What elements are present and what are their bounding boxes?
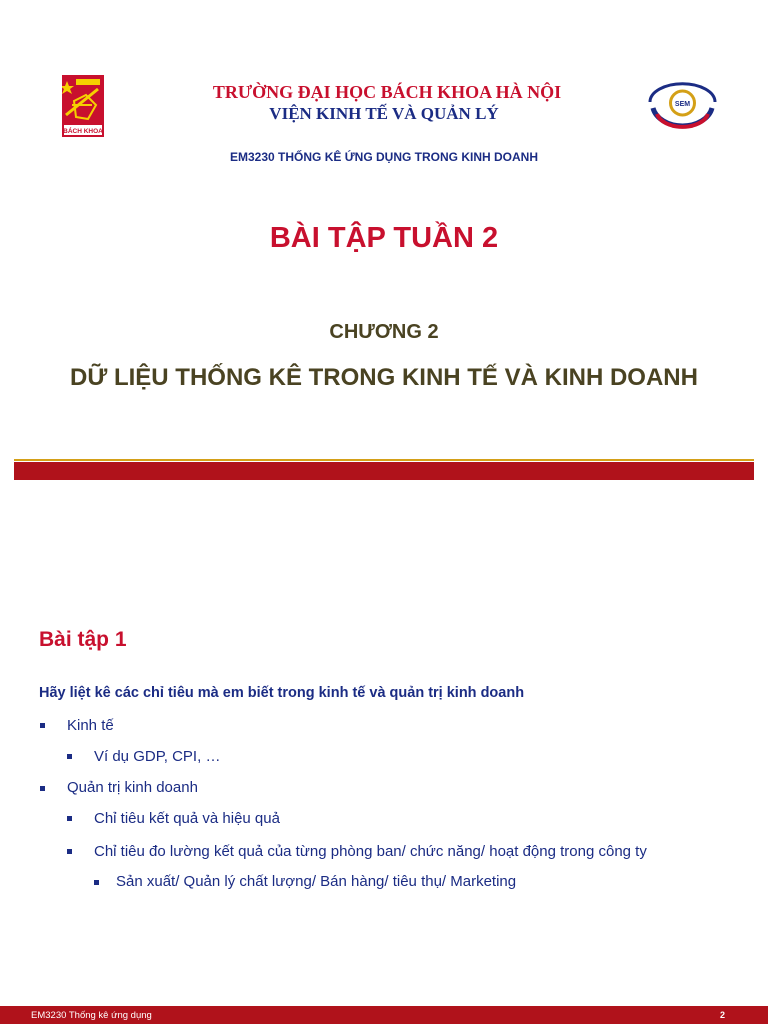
course-title: EM3230 THỐNG KÊ ỨNG DỤNG TRONG KINH DOANH bbox=[230, 150, 538, 164]
institute-name: VIỆN KINH TẾ VÀ QUẢN LÝ bbox=[269, 104, 499, 123]
bullet-icon bbox=[67, 849, 72, 854]
page-title: BÀI TẬP TUẦN 2 bbox=[269, 222, 499, 254]
chapter-title: DỮ LIỆU THỐNG KÊ TRONG KINH TẾ VÀ KINH DOANH bbox=[70, 364, 698, 391]
list-item-level2: Chỉ tiêu đo lường kết quả của từng phòng ban/ chức năng/ hoạt động trong công ty bbox=[94, 843, 647, 860]
list-item-level1: Quản trị kinh doanh bbox=[67, 779, 198, 796]
sem-logo-text: SEM bbox=[674, 101, 691, 108]
bach-khoa-logo-text: BÁCH KHOA bbox=[63, 128, 103, 135]
chapter-number: CHƯƠNG 2 bbox=[329, 321, 439, 343]
exercise-question: Hãy liệt kê các chỉ tiêu mà em biết trong kinh tế và quản trị kinh doanh bbox=[39, 685, 525, 701]
bullet-icon bbox=[94, 880, 99, 885]
university-name: TRƯỜNG ĐẠI HỌC BÁCH KHOA HÀ NỘI bbox=[212, 82, 562, 102]
list-item-level1: Kinh tế bbox=[67, 717, 114, 734]
page-number: 2 bbox=[720, 1010, 726, 1020]
exercise-heading: Bài tập 1 bbox=[39, 628, 127, 651]
footer-course-label: EM3230 Thống kê ứng dụng bbox=[31, 1010, 152, 1021]
bullet-icon bbox=[67, 754, 72, 759]
list-item-level3: Sản xuất/ Quản lý chất lượng/ Bán hàng/ tiêu thụ/ Marketing bbox=[116, 873, 517, 890]
bullet-icon bbox=[40, 786, 45, 791]
list-item-level2: Ví dụ GDP, CPI, … bbox=[94, 748, 221, 765]
list-item-level2: Chỉ tiêu kết quả và hiệu quả bbox=[94, 810, 280, 827]
header-divider-gold bbox=[14, 459, 754, 461]
bullet-icon bbox=[40, 723, 45, 728]
header-divider-red bbox=[14, 462, 754, 480]
bullet-icon bbox=[67, 816, 72, 821]
